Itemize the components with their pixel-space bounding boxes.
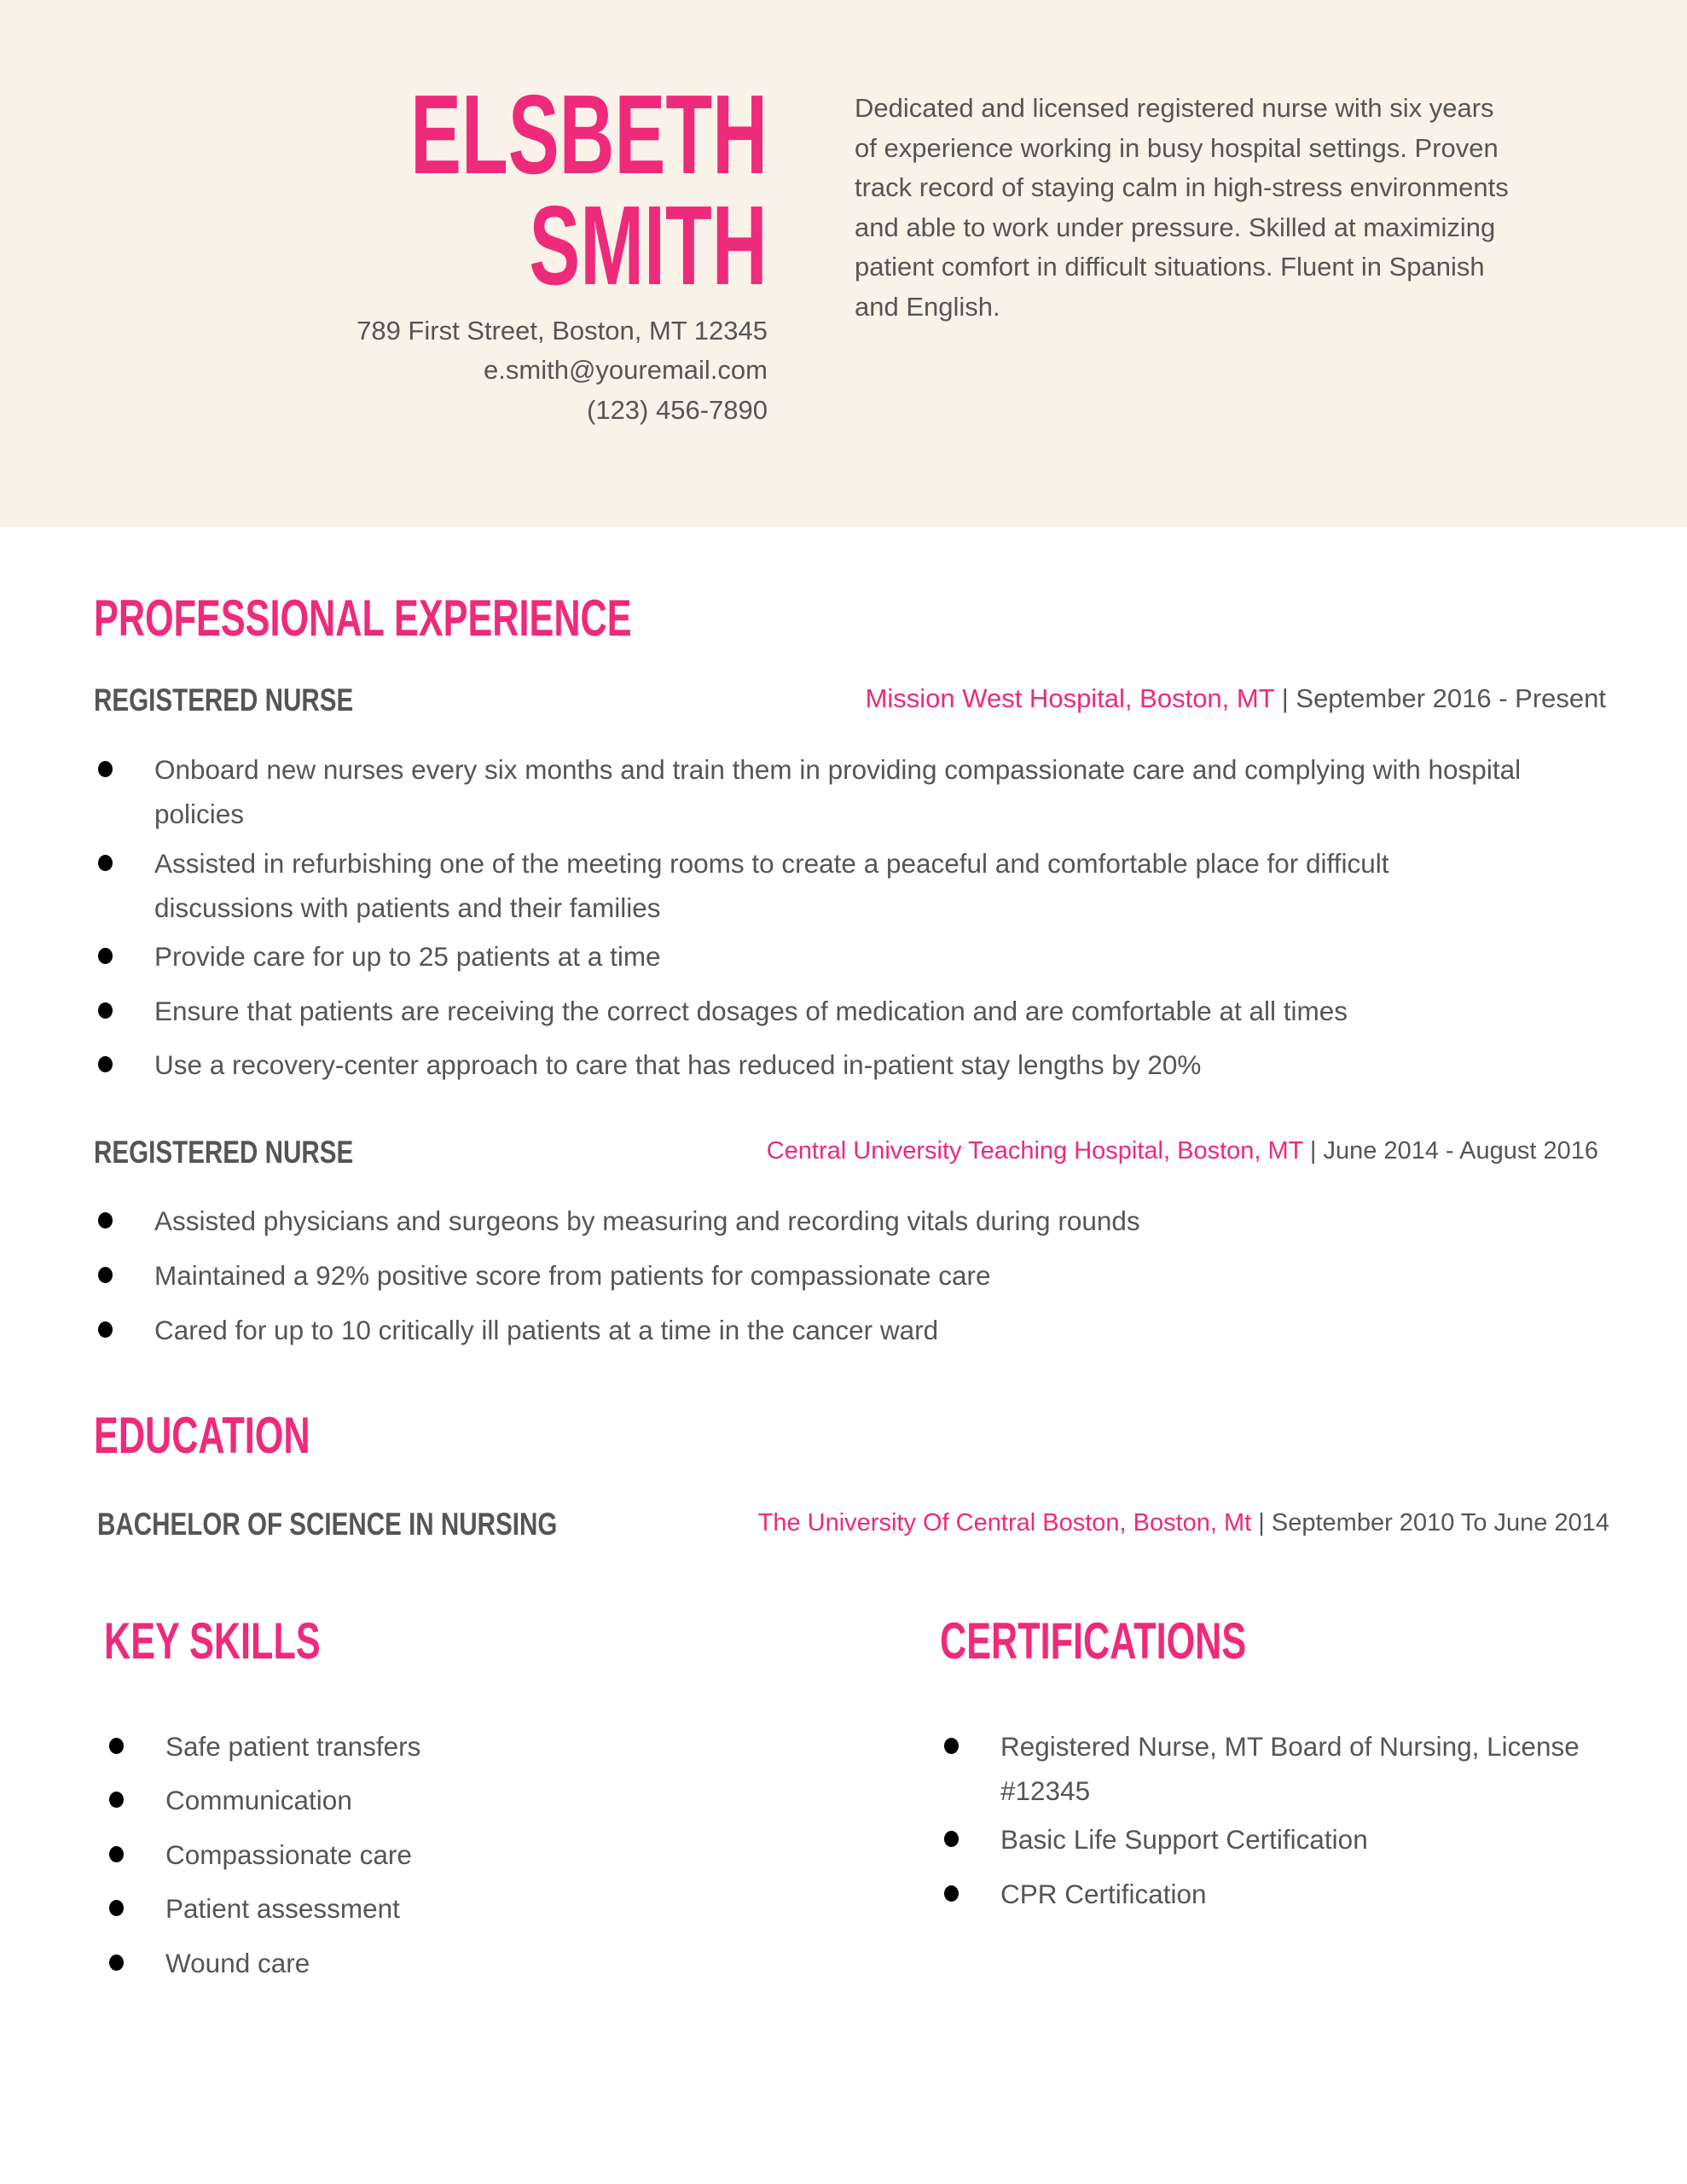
dates: | September 2010 To June 2014	[1251, 1509, 1609, 1536]
degree: BACHELOR OF SCIENCE IN NURSING	[97, 1507, 558, 1542]
email: e.smith@youremail.com	[484, 355, 768, 385]
section-title-experience: PROFESSIONAL EXPERIENCE	[94, 590, 632, 647]
bullet-icon	[944, 1831, 959, 1847]
job-meta	[767, 1137, 1598, 1165]
employer: Central University Teaching Hospital, Boston, MT	[766, 1137, 1303, 1165]
address: 789 First Street, Boston, MT 12345	[357, 316, 768, 346]
bullet-icon	[944, 1738, 959, 1754]
bullet-text: Provide care for up to 25 patients at a time	[154, 941, 661, 972]
certification-text: Basic Life Support Certification	[1000, 1824, 1368, 1855]
bullet-text: Assisted in refurbishing one of the meeting rooms to create a peaceful and comfortable place for difficult discussions with patients and their families	[154, 848, 1389, 923]
certification-text: CPR Certification	[1000, 1879, 1207, 1909]
bullet-text: Assisted physicians and surgeons by measuring and recording vitals during rounds	[154, 1205, 1140, 1236]
employer: Mission West Hospital, Boston, MT	[865, 683, 1275, 713]
section-title-certifications: CERTIFICATIONS	[940, 1612, 1247, 1670]
bullet-icon	[109, 1900, 124, 1916]
bullet-text: Ensure that patients are receiving the correct dosages of medication and are comfortable at all times	[154, 996, 1348, 1026]
bullet-text: Onboard new nurses every six months and train them in providing compassionate care and complying with hospital policies	[154, 754, 1522, 829]
skill-text: Safe patient transfers	[165, 1731, 421, 1762]
certification-text: Registered Nurse, MT Board of Nursing, License #12345	[1000, 1731, 1580, 1806]
education-meta	[758, 1509, 1609, 1537]
bullet-icon	[944, 1885, 959, 1902]
bullet-icon	[98, 1002, 113, 1019]
bullet-icon	[98, 1267, 113, 1283]
section-title-education: EDUCATION	[94, 1407, 310, 1464]
bullet-icon	[98, 1212, 113, 1228]
skill-text: Patient assessment	[165, 1893, 400, 1924]
bullet-icon	[109, 1738, 124, 1754]
last-name: SMITH	[529, 183, 768, 308]
dates: | September 2016 - Present	[1274, 683, 1606, 713]
first-name: ELSBETH	[410, 72, 768, 197]
bullet-icon	[98, 948, 113, 964]
dates: | June 2014 - August 2016	[1302, 1137, 1598, 1165]
bullet-text: Use a recovery-center approach to care that has reduced in-patient stay lengths by 20%	[154, 1049, 1202, 1080]
bullet-text: Maintained a 92% positive score from patients for compassionate care	[154, 1260, 991, 1291]
job-title: REGISTERED NURSE	[94, 1135, 354, 1170]
job-title: REGISTERED NURSE	[94, 682, 354, 717]
bullet-icon	[109, 1846, 124, 1862]
skill-text: Compassionate care	[165, 1839, 412, 1870]
skill-text: Wound care	[165, 1948, 310, 1978]
bullet-text: Cared for up to 10 critically ill patients at a time in the cancer ward	[154, 1315, 939, 1345]
bullet-icon	[98, 1321, 113, 1338]
school: The University Of Central Boston, Boston, Mt	[757, 1509, 1252, 1536]
section-title-skills: KEY SKILLS	[104, 1612, 321, 1670]
summary: Dedicated and licensed registered nurse with six years of experience working in busy hospital settings. Proven track record of staying calm in high-stress environments and able to work under pressure. Skilled at maximizing patient comfort in difficult situations. Fluent in Spanish and English.	[855, 93, 1509, 322]
bullet-icon	[98, 855, 113, 871]
bullet-icon	[98, 1056, 113, 1072]
bullet-icon	[109, 1792, 124, 1808]
phone: (123) 456-7890	[587, 395, 768, 425]
bullet-icon	[109, 1955, 124, 1971]
job-meta	[866, 683, 1606, 714]
skill-text: Communication	[165, 1785, 352, 1815]
bullet-icon	[98, 761, 113, 777]
